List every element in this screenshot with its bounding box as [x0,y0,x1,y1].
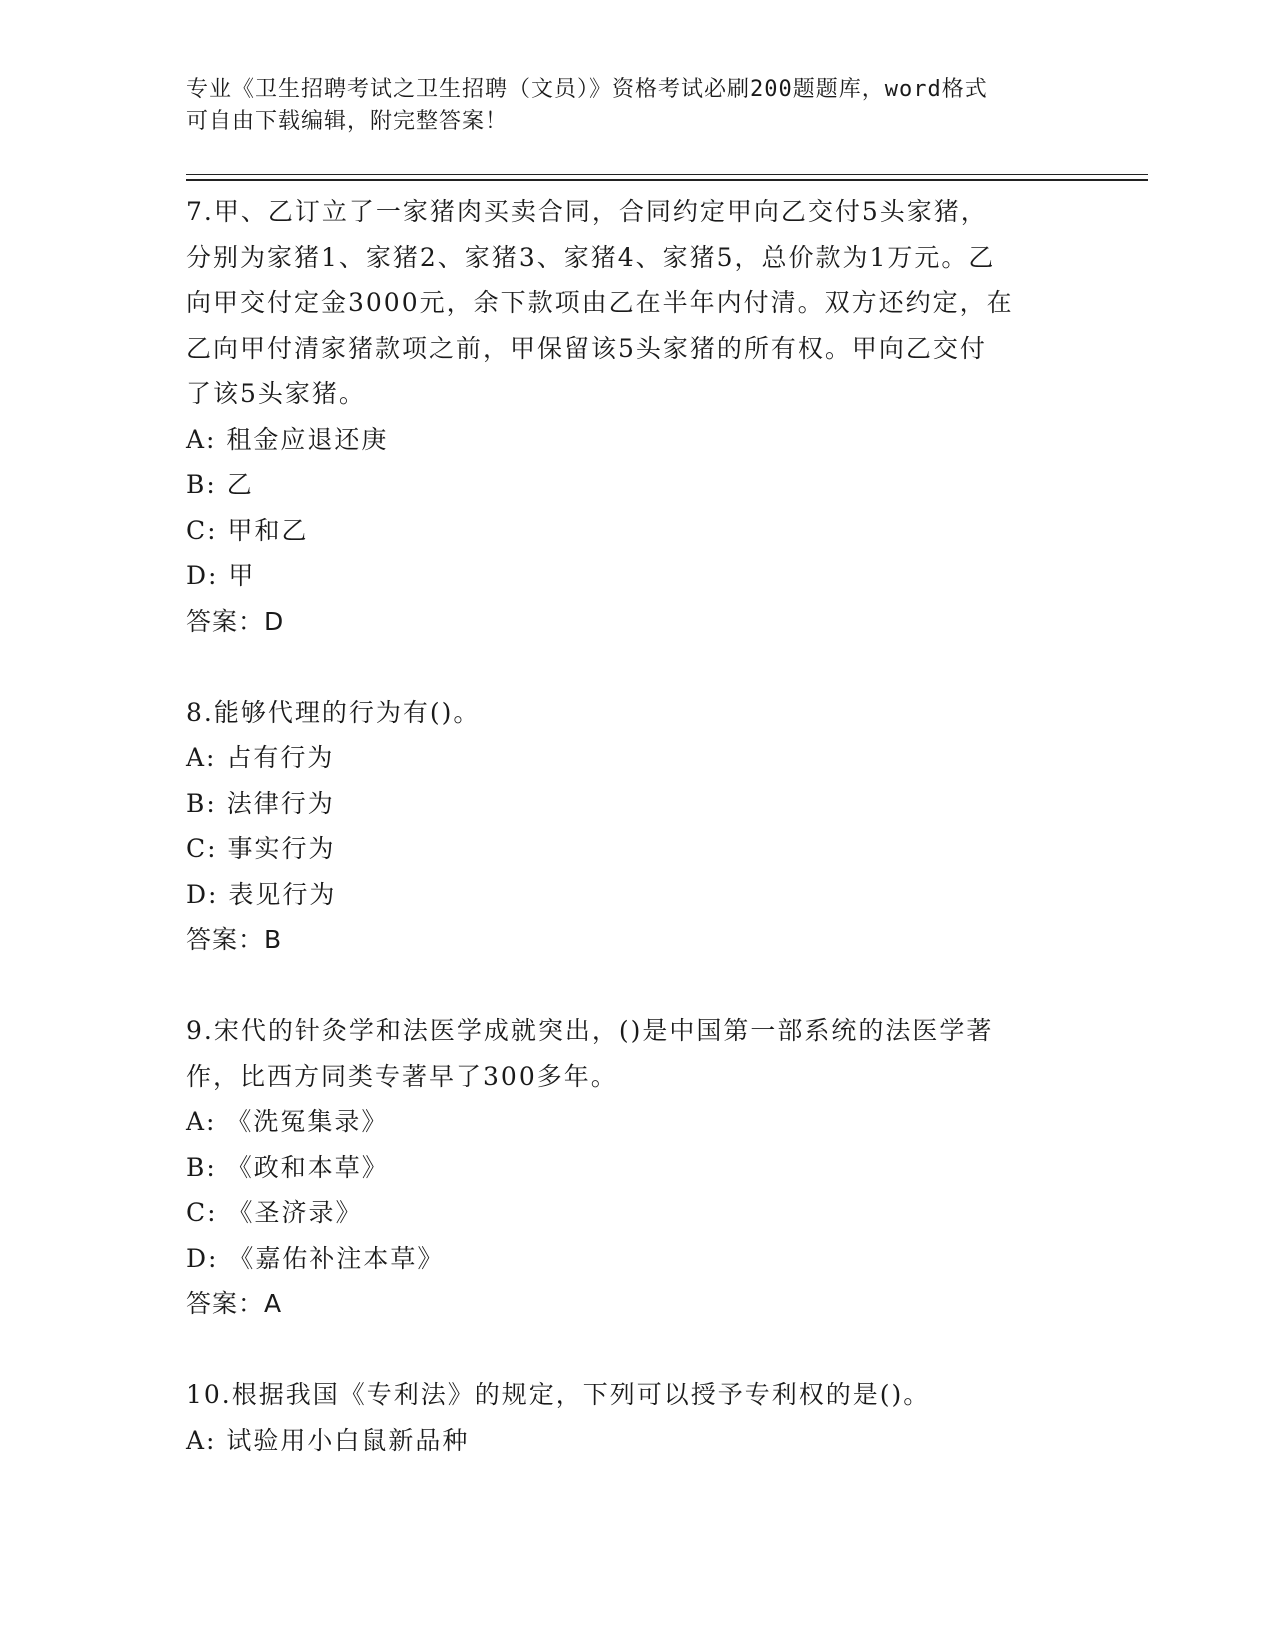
question-text-line: 分别为家猪1、家猪2、家猪3、家猪4、家猪5，总价款为1万元。乙 [186,242,996,272]
spacer [186,963,1086,1009]
question-text-line: 8.能够代理的行为有()。 [186,697,481,727]
question-text-line: 了该5头家猪。 [186,379,366,408]
question-text-line: 7.甲、乙订立了一家猪肉买卖合同，合同约定甲向乙交付5头家猪， [186,197,988,226]
question-text-line: 向甲交付定金3000元，余下款项由乙在半年内付清。双方还约定，在 [186,288,1014,317]
option-c: C: 事实行为 [186,834,336,863]
question-9 [186,1008,1086,1327]
header-divider-thick [186,179,1148,181]
option-a: A: 试验用小白鼠新品种 [186,1425,470,1455]
option-c: C: 甲和乙 [186,515,309,545]
question-8 [186,690,1086,963]
question-text-line: 10.根据我国《专利法》的规定，下列可以授予专利权的是()。 [186,1380,931,1409]
spacer [186,1327,1086,1373]
option-d: D: 《嘉佑补注本草》 [186,1243,445,1273]
option-c: C: 《圣济录》 [186,1198,363,1227]
question-10 [186,1372,1086,1463]
option-a: A: 《洗冤集录》 [186,1107,389,1136]
answer: 答案：A [186,1289,283,1318]
answer: 答案：D [186,606,285,636]
header-line-1: 专业《卫生招聘考试之卫生招聘（文员）》资格考试必刷200题题库，word格式 [186,77,988,102]
question-text-line: 作，比西方同类专著早了300多年。 [186,1061,618,1091]
question-list [186,189,1086,1463]
option-b: B: 法律行为 [186,788,335,818]
option-a: A: 租金应退还庚 [186,424,389,454]
question-text-line: 乙向甲付清家猪款项之前，甲保留该5头家猪的所有权。甲向乙交付 [186,333,987,363]
header-line-2: 可自由下载编辑，附完整答案！ [186,109,509,134]
option-d: D: 表见行为 [186,879,337,909]
document-header [186,74,1066,138]
option-d: D: 甲 [186,561,256,590]
question-7 [186,189,1086,644]
spacer [186,644,1086,690]
question-text-line: 9.宋代的针灸学和法医学成就突出，()是中国第一部系统的法医学著 [186,1016,994,1045]
header-divider-thin [186,174,1148,175]
option-b: B: 乙 [186,470,254,499]
answer: 答案：B [186,925,283,954]
option-b: B: 《政和本草》 [186,1152,389,1182]
option-a: A: 占有行为 [186,743,335,772]
